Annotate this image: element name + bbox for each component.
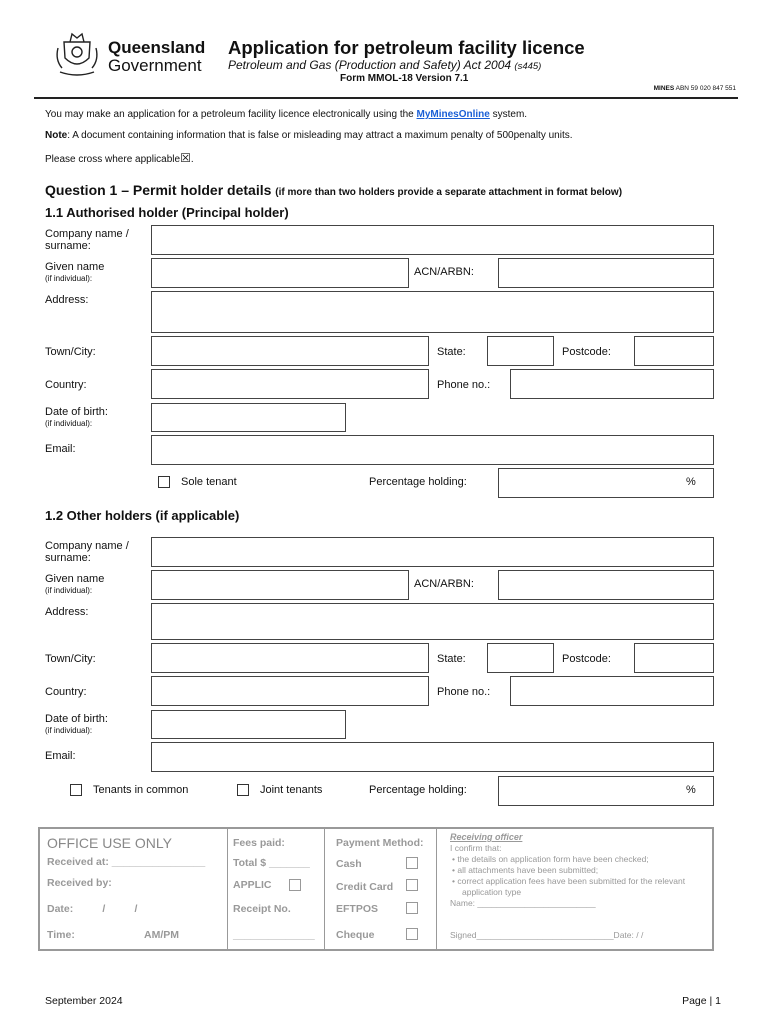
sole-tenant-checkbox[interactable] <box>158 476 170 488</box>
s2-postcode-label: Postcode: <box>562 653 611 665</box>
office-ampm: AM/PM <box>144 929 179 941</box>
credit-card-checkbox[interactable] <box>406 879 418 891</box>
s2-email-field[interactable] <box>151 742 714 772</box>
s1-postcode-label: Postcode: <box>562 346 611 358</box>
s1-state-field[interactable] <box>487 336 554 366</box>
office-date: Date: / / <box>47 903 138 915</box>
s2-dob-field[interactable] <box>151 710 346 739</box>
s2-given-label: Given name (if individual): <box>45 573 105 595</box>
s1-given-name-field[interactable] <box>151 258 409 288</box>
received-by: Received by: <box>47 877 112 889</box>
credit-card-label: Credit Card <box>336 881 394 893</box>
signed-line: Signed_____________________________Date: / / <box>450 930 644 940</box>
applic-label: APPLIC <box>233 879 272 891</box>
s1-company-label: Company name / surname: <box>45 228 129 252</box>
s2-postcode-field[interactable] <box>634 643 714 673</box>
fees-paid: Fees paid: <box>233 837 285 849</box>
s2-percentage-label: Percentage holding: <box>369 784 467 796</box>
queensland-crest-logo <box>52 28 102 78</box>
abn-text: MINES ABN 59 020 847 551 <box>653 85 736 92</box>
footer-date: September 2024 <box>45 995 123 1007</box>
logo-queensland: Queensland <box>108 38 206 57</box>
s1-country-label: Country: <box>45 379 87 391</box>
myminesonline-link[interactable]: MyMinesOnline <box>416 109 490 120</box>
receipt-no: Receipt No. <box>233 903 291 915</box>
office-use-panel <box>38 827 714 951</box>
cheque-checkbox[interactable] <box>406 928 418 940</box>
form-number: Form MMOL-18 Version 7.1 <box>340 73 469 84</box>
s2-address-label: Address: <box>45 606 89 618</box>
crossed-box-icon: ☒ <box>180 151 191 165</box>
received-at: Received at: ________________ <box>47 856 206 868</box>
s1-phone-label: Phone no.: <box>437 379 491 391</box>
page-subtitle: Petroleum and Gas (Production and Safety) Act 2004 (s445) <box>228 58 542 72</box>
s1-postcode-field[interactable] <box>634 336 714 366</box>
tenants-in-common-checkbox[interactable] <box>70 784 82 796</box>
office-use-title: OFFICE USE ONLY <box>47 835 172 851</box>
payment-method: Payment Method: <box>336 837 424 849</box>
s1-address-field[interactable] <box>151 291 714 333</box>
note-line: Note: A document containing information that is false or misleading may attract a maximum penalty of 500penalty units. <box>45 130 573 141</box>
section-1-1-heading: 1.1 Authorised holder (Principal holder) <box>45 205 289 220</box>
s2-percentage-field[interactable] <box>498 776 714 806</box>
s1-state-label: State: <box>437 346 466 358</box>
joint-tenants-checkbox[interactable] <box>237 784 249 796</box>
tenants-in-common-label: Tenants in common <box>93 784 189 796</box>
s2-acn-field[interactable] <box>498 570 714 600</box>
s2-acn-label: ACN/ARBN: <box>414 578 474 590</box>
s2-percent-sign: % <box>686 784 696 796</box>
s1-percentage-label: Percentage holding: <box>369 476 467 488</box>
eftpos-label: EFTPOS <box>336 903 379 915</box>
s1-address-label: Address: <box>45 294 89 306</box>
section-1-2-heading: 1.2 Other holders (if applicable) <box>45 508 240 523</box>
s2-address-field[interactable] <box>151 603 714 640</box>
intro-line: You may make an application for a petroleum facility licence electronically using the MyMinesOnline system. <box>45 109 528 120</box>
logo-government: Government <box>108 56 202 75</box>
s1-email-field[interactable] <box>151 435 714 465</box>
s1-company-name-field[interactable] <box>151 225 714 255</box>
s2-company-label: Company name / surname: <box>45 540 129 564</box>
cash-checkbox[interactable] <box>406 857 418 869</box>
question-1-title: Question 1 – Permit holder details (if more than two holders provide a separate attachment in format below) <box>45 182 623 198</box>
s2-phone-label: Phone no.: <box>437 686 491 698</box>
cross-instruction: Please cross where applicable☒. <box>45 151 194 165</box>
eftpos-checkbox[interactable] <box>406 902 418 914</box>
s1-phone-field[interactable] <box>510 369 714 399</box>
receiving-officer-block: Receiving officer I confirm that: • the details on application form have been checked; • all attachments have been submitted; • correct application fees have been submitted for the relevant application type Name: _________________________ <box>450 832 686 908</box>
s2-state-label: State: <box>437 653 466 665</box>
s2-phone-field[interactable] <box>510 676 714 706</box>
header-divider <box>34 97 738 99</box>
s2-state-field[interactable] <box>487 643 554 673</box>
s2-email-label: Email: <box>45 750 76 762</box>
sole-tenant-label: Sole tenant <box>181 476 237 488</box>
s1-percentage-field[interactable] <box>498 468 714 498</box>
cheque-label: Cheque <box>336 929 375 941</box>
s1-acn-field[interactable] <box>498 258 714 288</box>
s1-dob-field[interactable] <box>151 403 346 432</box>
page-title: Application for petroleum facility licence <box>228 37 585 58</box>
receipt-line: ______________ <box>233 929 315 941</box>
s1-email-label: Email: <box>45 443 76 455</box>
office-time: Time: <box>47 929 75 941</box>
s2-given-name-field[interactable] <box>151 570 409 600</box>
s2-town-label: Town/City: <box>45 653 96 665</box>
s2-dob-label: Date of birth: (if individual): <box>45 713 108 735</box>
footer-page: Page | 1 <box>682 995 721 1007</box>
s1-given-label: Given name (if individual): <box>45 261 105 283</box>
s2-country-label: Country: <box>45 686 87 698</box>
s2-town-field[interactable] <box>151 643 429 673</box>
fees-total: Total $ _______ <box>233 857 310 869</box>
s1-percent-sign: % <box>686 476 696 488</box>
s1-town-label: Town/City: <box>45 346 96 358</box>
cash-label: Cash <box>336 858 362 870</box>
s2-country-field[interactable] <box>151 676 429 706</box>
s1-town-field[interactable] <box>151 336 429 366</box>
s1-dob-label: Date of birth: (if individual): <box>45 406 108 428</box>
joint-tenants-label: Joint tenants <box>260 784 323 796</box>
s2-company-name-field[interactable] <box>151 537 714 567</box>
s1-acn-label: ACN/ARBN: <box>414 266 474 278</box>
s1-country-field[interactable] <box>151 369 429 399</box>
applic-checkbox[interactable] <box>289 879 301 891</box>
